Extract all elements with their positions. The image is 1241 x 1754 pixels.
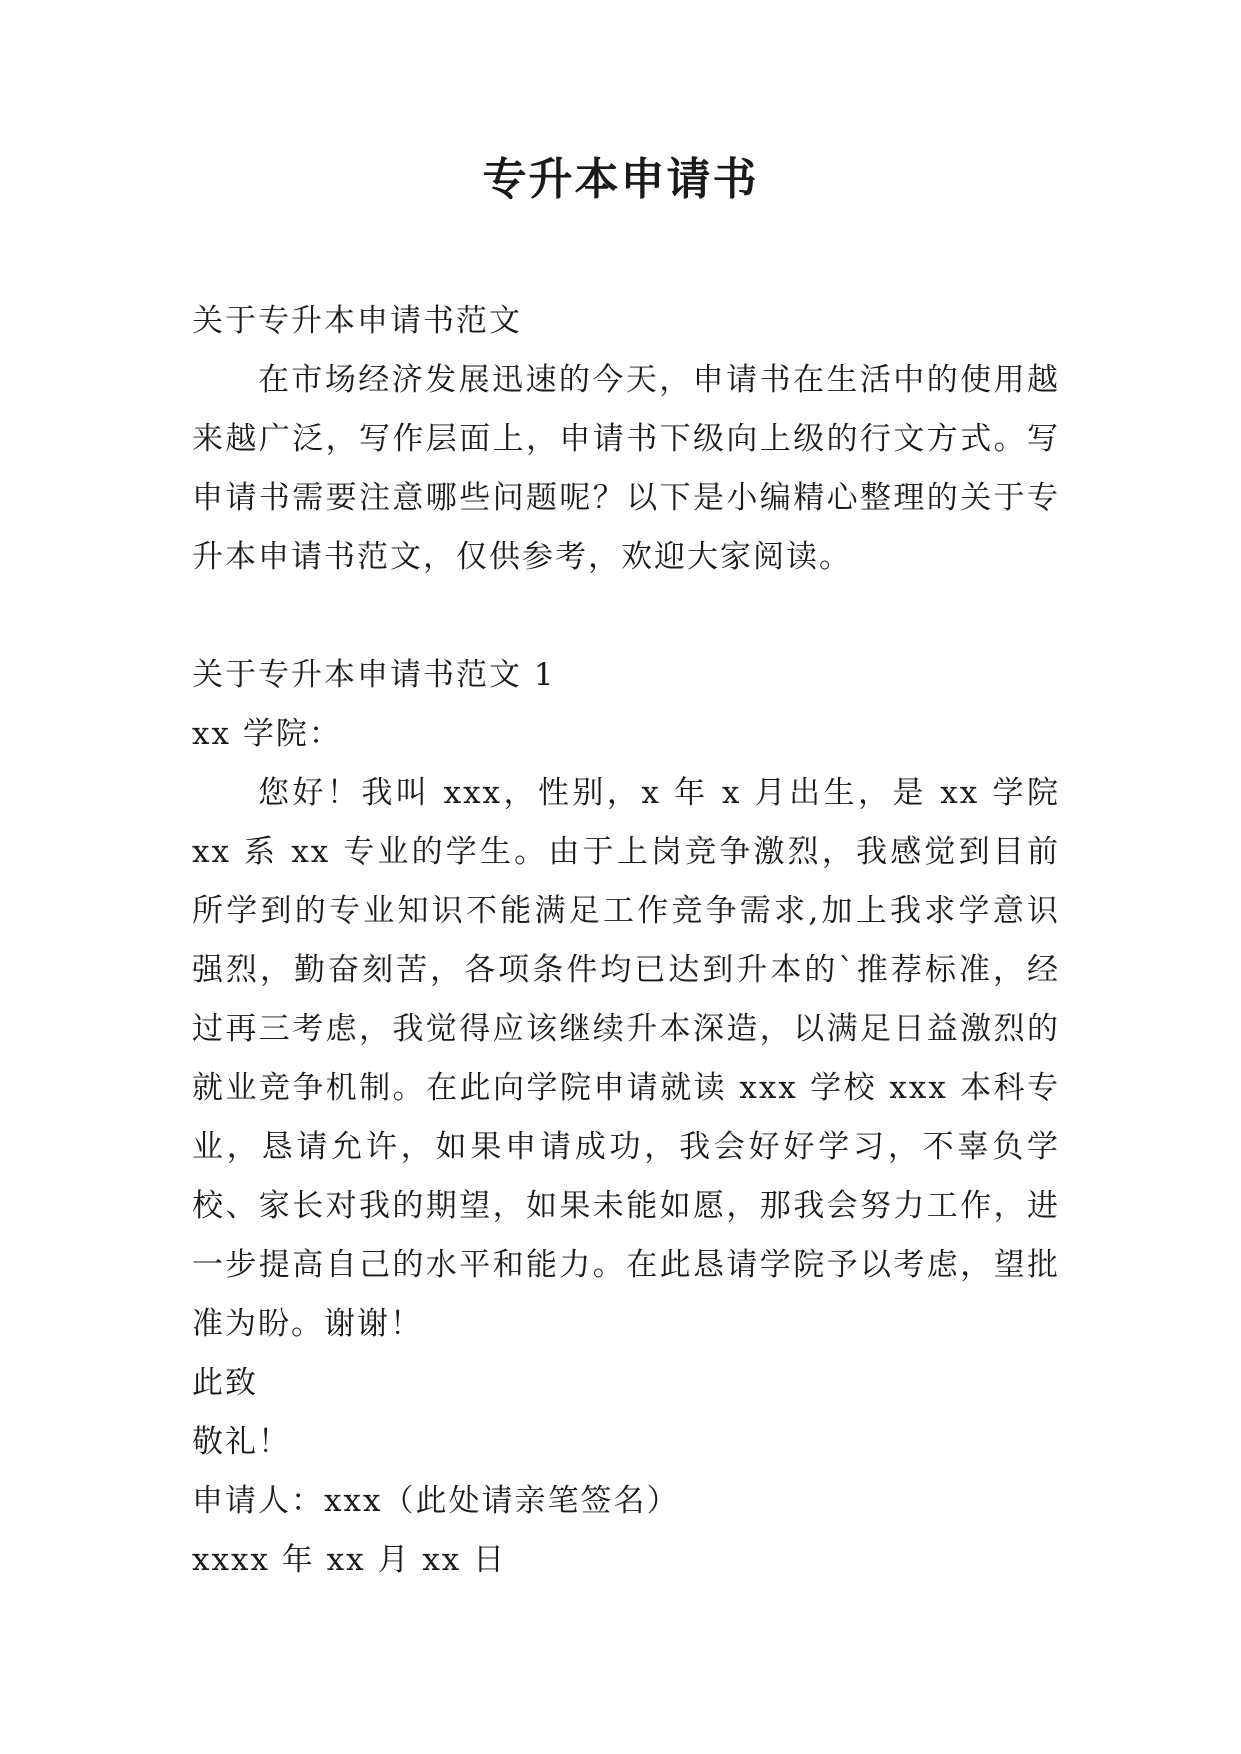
closing-line-1: 此致 <box>192 1365 258 1401</box>
document-subtitle: 关于专升本申请书范文 <box>192 303 522 339</box>
letter-body-paragraph: 您好！我叫 xxx，性别，x 年 x 月出生，是 xx 学院 xx 系 xx 专业的学生。由于上岗竞争激烈，我感觉到目前所学到的专业知识不能满足工作竞争需求,加上我求学意识强烈，勤奋刻苦，各项条件均已达到升本的`推荐标准，经过再三考虑，我觉得应该继续升本深造，以满足日益激烈的就业竞争机制。在此向学院申请就读 xxx 学校 xxx 本科专业，恳请允许，如果申请成功，我会好好学习，不辜负学校、家长对我的期望，如果未能如愿，那我会努力工作，进一步提高自己的水平和能力。在此恳请学院予以考虑，望批准为盼。谢谢！ <box>192 775 1060 1342</box>
applicant-signature: 申请人：xxx（此处请亲笔签名） <box>192 1483 680 1519</box>
document-body <box>192 292 1060 1590</box>
section-heading: 关于专升本申请书范文 1 <box>192 657 556 693</box>
paragraph-gap <box>192 587 1060 646</box>
salutation: xx 学院： <box>192 716 342 752</box>
intro-paragraph: 在市场经济发展迅速的今天，申请书在生活中的使用越来越广泛，写作层面上，申请书下级向上级的行文方式。写申请书需要注意哪些问题呢？以下是小编精心整理的关于专升本申请书范文，仅供参考，欢迎大家阅读。 <box>192 362 1060 575</box>
letter-date: xxxx 年 xx 月 xx 日 <box>192 1542 507 1578</box>
closing-line-2: 敬礼！ <box>192 1424 291 1460</box>
document-title: 专升本申请书 <box>482 154 759 205</box>
